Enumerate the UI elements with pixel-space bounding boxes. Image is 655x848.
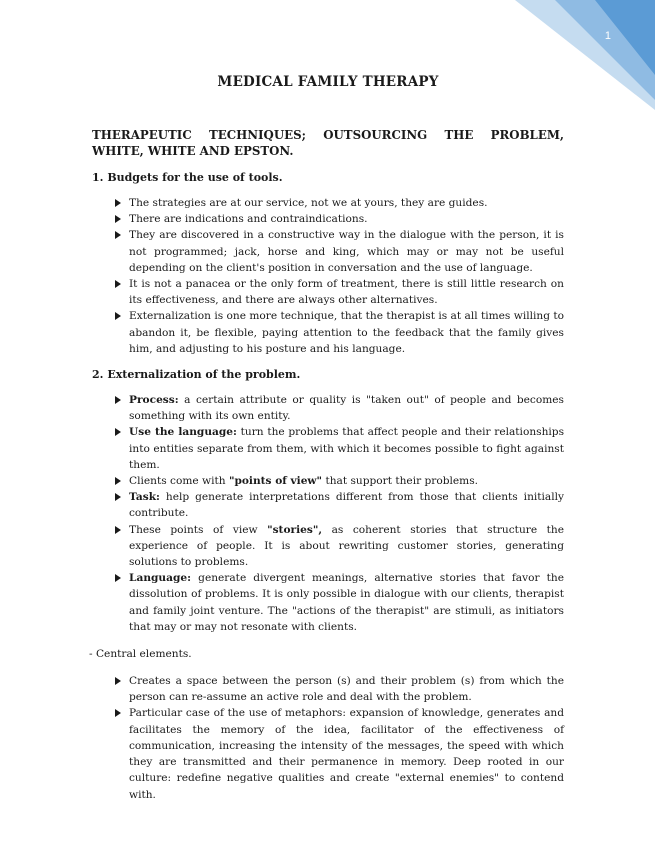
section-heading: THERAPEUTIC TECHNIQUES; OUTSOURCING THE PROBLEM, WHITE, WHITE AND EPSTON. bbox=[92, 128, 564, 158]
page-number: 1 bbox=[604, 30, 611, 42]
bullet-arrow-icon bbox=[115, 709, 121, 717]
list-item: Particular case of the use of metaphors: expansion of knowledge, generates and facilitates the memory of the idea, facilitator of the effectiveness of communication, increasing the intensity of the messages, the speed with which they are transmitted and their permanence in memory. Deep rooted in our culture: redefine negative qualities and create "external enemies" to contend with. bbox=[129, 705, 564, 802]
subsection-heading-2: 2. Externalization of the problem. bbox=[92, 368, 301, 382]
bullet-arrow-icon bbox=[115, 526, 121, 534]
subsection-heading-1: 1. Budgets for the use of tools. bbox=[92, 171, 283, 184]
central-elements-label: - Central elements. bbox=[89, 648, 192, 661]
bullet-arrow-icon bbox=[115, 574, 121, 582]
document-body bbox=[89, 74, 565, 814]
list-item-stories: These points of view "stories", as coherent stories that structure the experience of people. It is about rewriting customer stories, generating solutions to problems. bbox=[129, 522, 564, 571]
bullet-arrow-icon bbox=[115, 280, 121, 288]
list-item: It is not a panacea or the only form of treatment, there is still little research on its effectiveness, and there are always other alternatives. bbox=[129, 276, 564, 308]
bullet-arrow-icon bbox=[115, 396, 121, 404]
bullet-arrow-icon bbox=[115, 677, 121, 685]
bullet-arrow-icon bbox=[115, 215, 121, 223]
bullet-arrow-icon bbox=[115, 493, 121, 501]
list-item-language: Language: generate divergent meanings, alternative stories that favor the dissolution of problems. It is only possible in dialogue with our clients, therapist and family joint venture. The "actions of the therapist" are stimuli, as initiators that may or may not resonate with clients. bbox=[129, 570, 564, 635]
list-item: The strategies are at our service, not we at yours, they are guides. bbox=[129, 195, 564, 211]
list-item-process: Process: a certain attribute or quality is "taken out" of people and becomes something with its own entity. bbox=[129, 392, 564, 424]
bullet-list-budgets bbox=[92, 195, 564, 357]
list-item: Externalization is one more technique, that the therapist is at all times willing to abandon it, be flexible, paying attention to the feedback that the family gives him, and adjusting to his posture and his language. bbox=[129, 308, 564, 357]
bullet-arrow-icon bbox=[115, 312, 121, 320]
list-item-use-language: Use the language: turn the problems that affect people and their relationships into entities separate from them, with which it becomes possible to fight against them. bbox=[129, 424, 564, 473]
bullet-list-central-elements bbox=[92, 673, 564, 803]
bullet-arrow-icon bbox=[115, 199, 121, 207]
bullet-arrow-icon bbox=[115, 428, 121, 436]
list-item: They are discovered in a constructive way in the dialogue with the person, it is not programmed; jack, horse and king, which may or may not be useful depending on the client's position in conversation and the use of language. bbox=[129, 227, 564, 276]
bullet-list-externalization bbox=[92, 392, 564, 635]
bullet-arrow-icon bbox=[115, 231, 121, 239]
list-item-task: Task: help generate interpretations different from those that clients initially contribute. bbox=[129, 489, 564, 521]
list-item-clients: Clients come with "points of view" that support their problems. bbox=[129, 473, 564, 489]
list-item: There are indications and contraindications. bbox=[129, 211, 564, 227]
document-title: MEDICAL FAMILY THERAPY bbox=[217, 74, 439, 90]
bullet-arrow-icon bbox=[115, 477, 121, 485]
list-item: Creates a space between the person (s) and their problem (s) from which the person can re-assume an active role and deal with the problem. bbox=[129, 673, 564, 705]
